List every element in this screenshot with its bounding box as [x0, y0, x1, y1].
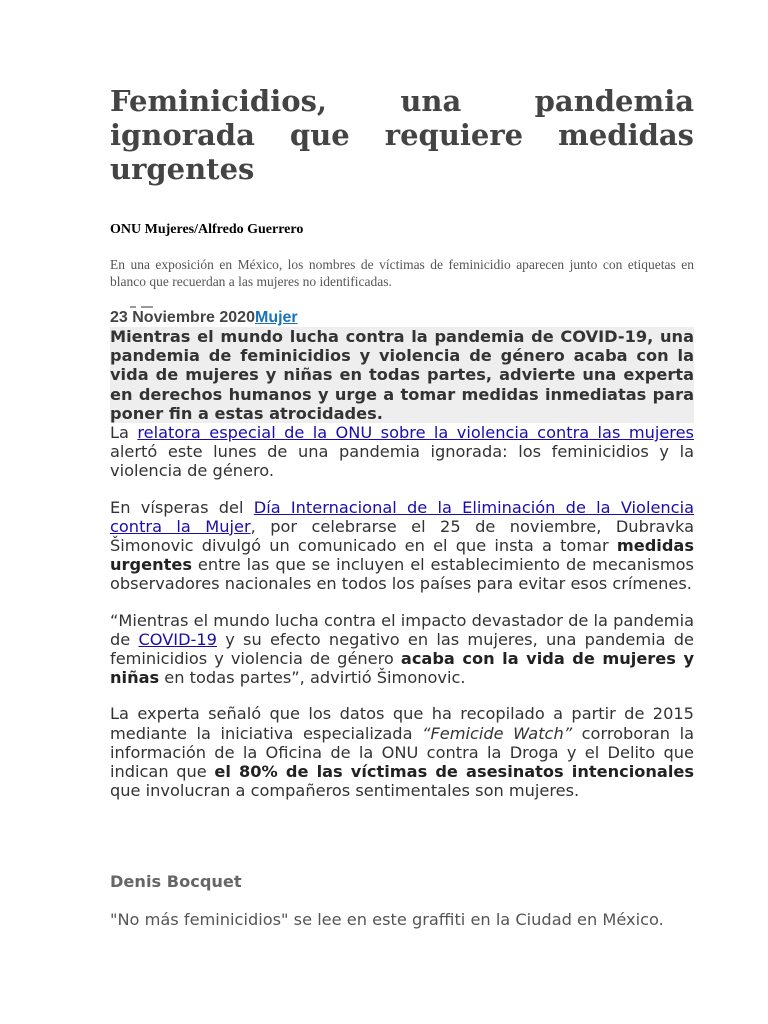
photo-caption-bottom: "No más feminicidios" se lee en este graffiti en la Ciudad en México. [110, 910, 664, 929]
article-lead: Mientras el mundo lucha contra la pandemia de COVID-19, una pandemia de feminicidios y violencia de género acaba con la vida de mujeres y niñas en todas partes, advierte una experta en derechos humanos y urge a tomar medidas inmediatas para poner fin a estas atrocidades. [110, 327, 694, 423]
paragraph-3: “Mientras el mundo lucha contra el impacto devastador de la pandemia de COVID-19 y su efecto negativo en las mujeres, una pandemia de feminicidios y violencia de género acaba con la vida de mujeres y niñas en todas partes”, advirtió Šimonovic. [110, 610, 694, 688]
dateline [110, 308, 298, 328]
article-title: Feminicidios, una pandemia ignorada que requiere medidas urgentes [110, 84, 694, 186]
paragraph-2: En vísperas del Día Internacional de la Eliminación de la Violencia contra la Mujer, por celebrarse el 25 de noviembre, Dubravka Šimonovic divulgó un comunicado en el que insta a tomar medidas urgentes entre las que se incluyen el establecimiento de mecanismos observadores nacionales en todos los países para evitar esos crímenes. [110, 497, 695, 594]
article-body [110, 327, 694, 800]
special-rapporteur-link[interactable]: relatora especial de la ONU sobre la violencia contra las mujeres [137, 423, 694, 443]
category-link[interactable]: Mujer [254, 309, 298, 326]
photo-credit-top: ONU Mujeres/Alfredo Guerrero [110, 222, 304, 237]
share-icons[interactable] [130, 298, 170, 306]
photo-credit-bottom: Denis Bocquet [110, 872, 242, 891]
international-day-link[interactable]: Día Internacional de la Eliminación de la Violencia contra la Mujer [110, 497, 694, 536]
article-date: 23 Noviembre 2020 [110, 309, 255, 326]
photo-caption-top: En una exposición en México, los nombres de víctimas de feminicidio aparecen junto con etiquetas en blanco que recuerdan a las mujeres no identificadas. [110, 257, 694, 289]
paragraph-1: La relatora especial de la ONU sobre la violencia contra las mujeres alertó este lunes de una pandemia ignorada: los feminicidios y la violencia de género. [110, 423, 694, 481]
covid-link[interactable]: COVID-19 [138, 629, 217, 649]
paragraph-4: La experta señaló que los datos que ha recopilado a partir de 2015 mediante la iniciativa especializada “Femicide Watch” corroboran la información de la Oficina de la ONU contra la Droga y el Delito que indican que el 80% de las víctimas de asesinatos intencionales que involucran a compañeros sentimentales son mujeres. [110, 704, 694, 801]
